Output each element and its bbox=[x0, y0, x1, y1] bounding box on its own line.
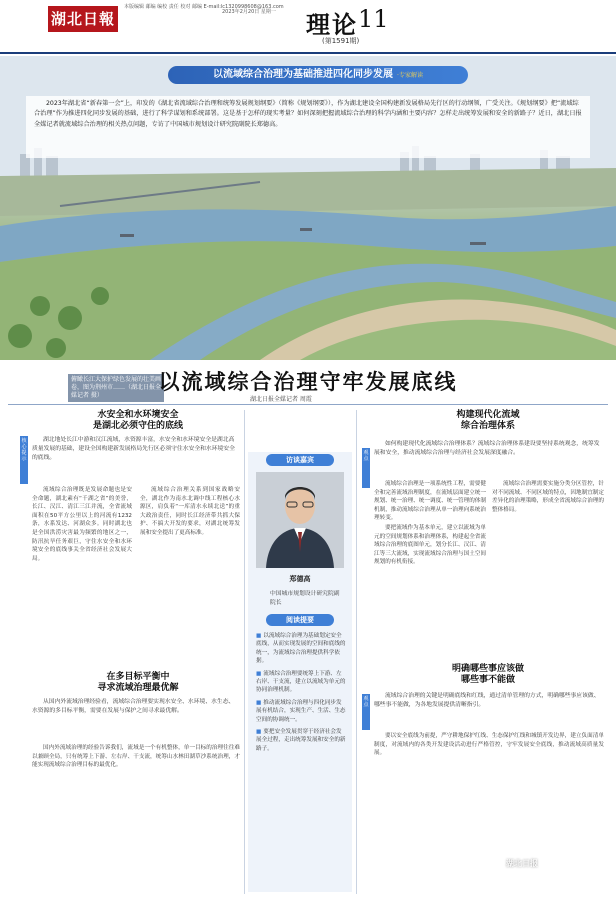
right-subhead-2 bbox=[376, 664, 600, 686]
summary-item: ■ 以流域综合治理为基础划定安全底线，从而实现发展的空间和底线的统一，为流域综合治理提供科学依据。 bbox=[256, 633, 346, 665]
issue-number: (第1591期) bbox=[322, 37, 360, 45]
masthead-rule bbox=[0, 52, 616, 54]
topic-banner bbox=[168, 66, 468, 84]
guest-name: 郑德高 bbox=[289, 575, 311, 583]
summary-list bbox=[256, 632, 346, 757]
masthead-date: 2023年2月20日 星期一 bbox=[222, 9, 276, 15]
left-subhead-2 bbox=[38, 672, 238, 694]
left-body-column-a bbox=[32, 486, 132, 670]
right-subhead-2-line1: 明确哪些事应该做 bbox=[451, 664, 524, 674]
right-paragraph-4: 要以安全底线为前提，严守耕地保护红线、生态保护红线和城镇开发边界，建立负面清单制度，对流域内的各类开发建设活动进行严格管控，守牢发展安全底线，推动流域高质量发展。 bbox=[374, 733, 604, 757]
summary-item: ■ 要把安全发展贯穿于经济社会发展全过程，走出统筹发展和安全的新路子。 bbox=[256, 729, 346, 752]
watermark: 湖北日报 bbox=[506, 859, 538, 868]
guest-title: 中国城市规划设计研究院副院长 bbox=[270, 591, 340, 606]
left-paragraph-3: 国内外流域治理的经验告诉我们，流域是一个有机整体，单一目标的治理往往难以兼顾全局，只有统筹上下游、左右岸、干支流，统筹山水林田湖草沙系统治理，才能实现流域综合治理目标的最优化。 bbox=[32, 745, 240, 769]
column-divider-right bbox=[356, 410, 357, 894]
right-lede-2: 流域综合治理的关键是明确底线和红线，通过清单管理的方式，明确哪些事应该做、哪些事不能做，为各地发展提供清晰指引。 bbox=[374, 693, 600, 708]
summary-item: ■ 推动流域综合治理与四化同步发展有机结合，实现生产、生活、生态空间的协调统一。 bbox=[256, 699, 346, 723]
guest-label: 访谈嘉宾 bbox=[266, 454, 334, 466]
right-body-column-a bbox=[374, 480, 486, 648]
person-icon bbox=[256, 472, 344, 568]
right-subhead-1-line1: 构建现代化流域 bbox=[456, 410, 520, 420]
left-subhead-2-line2: 寻求流域治理最优解 bbox=[97, 683, 179, 693]
left-vertical-tag: 核心提示 bbox=[20, 436, 28, 484]
summary-item: ■ 流域综合治理要统筹上下游、左右岸、干支流，建立以流域为单元的协同治理机制。 bbox=[256, 670, 346, 694]
right-subhead-2-line2: 哪些事不能做 bbox=[460, 675, 515, 685]
left-lede-2: 从国内外流域治理经验看，流域综合治理要实现水安全、水环境、水生态、水资源的多目标平衡，需要在发展与保护之间寻求最优解。 bbox=[32, 699, 235, 714]
right-lede: 如何构建现代化流域综合治理体系？流域综合治理体系建设要坚持系统观念，统筹发展和安全，推动流域综合治理与经济社会发展深度融合。 bbox=[374, 441, 600, 456]
right-paragraph-3: 流域综合治理需要实施分类分区管控，针对不同流域、不同区域的特点，因地制宜制定差异化的治理策略，形成全省流域综合治理的整体格局。 bbox=[492, 481, 604, 513]
left-body-column-b bbox=[140, 486, 240, 670]
left-lede: 湖北地处长江中游和汉江流域，水资源丰富，水安全和水环境安全是湖北高质量发展的基础，建设全国构建新发展格局先行区必须守住水安全和水环境安全的底线。 bbox=[32, 437, 235, 461]
right-paragraph-1: 流域综合治理是一项系统性工程，需要健全和完善流域治理制度，在流域层面建立统一规划、统一治理、统一调度、统一管理的体制机制，推动流域综合治理从单一治理向系统治理转变。 bbox=[374, 481, 486, 522]
column-divider-left bbox=[244, 410, 245, 894]
byline: 湖北日报全媒记者 周霞 bbox=[250, 396, 312, 403]
page-number: 11 bbox=[358, 5, 389, 33]
photo-caption: 俯瞰长江大保护绿色发展的壮美画卷，图为荆州市……（湖北日报全媒记者 摄） bbox=[68, 374, 164, 402]
right-subhead-1-line2: 综合治理体系 bbox=[460, 421, 515, 431]
summary-label: 阅读提要 bbox=[266, 614, 334, 626]
right-body-column-b bbox=[492, 480, 604, 648]
intro-text: 2023年湖北省“新春第一会”上，印发的《湖北省流域综合治理和统筹发展规划纲要》（简称《规划纲要》），作为湖北建设全国构建新发展格局先行区的行动纲领，广受关注。《规划纲要》把“流域综合治理”作为推进四化同步发展的基础，进行了科学谋划和系统部署。这是基于怎样的现实考量？如何深刻把握流域综合治理的科学内涵和主要内容？怎样走出统筹发展和安全的新路子？近日，湖北日报全媒记者就流域综合治理的相关热点问题，专访了中国城市规划设计研究院副院长郑德高。 bbox=[34, 100, 582, 128]
guest-portrait bbox=[256, 472, 344, 568]
newspaper-logo: 湖北日報 bbox=[48, 6, 118, 32]
left-paragraph-2: 流域综合治理关系到国家战略安全，湖北作为南水北调中线工程核心水源区，肩负着“一库清水永续北送”的重大政治责任，同时长江经济带共抓大保护、不搞大开发的要求，对湖北统筹发展和安全提出了更高标准。 bbox=[140, 487, 240, 536]
left-body-column-c bbox=[32, 744, 240, 890]
left-paragraph-1: 流域综合治理既是发展命题也是安全命题，湖北素有“千湖之省”的美誉，长江、汉江、清江三江并流，全省流域面积在50平方公里以上的河流有1232条，水系发达、河湖众多。同时湖北也是全国洪涝灾害最为频繁的地区之一，防汛抗旱任务艰巨，守住水安全和水环境安全的底线事关全省经济社会发展大局。 bbox=[32, 487, 132, 562]
right-subhead-1 bbox=[376, 410, 600, 432]
bullet-icon: ■ bbox=[256, 699, 262, 706]
right-vertical-tag-2: 观点 bbox=[362, 694, 370, 730]
main-headline: 以流域综合治理守牢发展底线 bbox=[158, 370, 458, 394]
left-subhead-1 bbox=[38, 410, 238, 432]
section-title: 理论 bbox=[306, 10, 358, 39]
right-vertical-tag-1: 观点 bbox=[362, 448, 370, 488]
left-subhead-1-line2: 是湖北必须守住的底线 bbox=[92, 421, 183, 431]
right-body-column-c bbox=[374, 732, 604, 890]
bullet-icon: ■ bbox=[256, 670, 262, 677]
masthead bbox=[0, 0, 616, 56]
masthead-meta: 本版编辑 邮编 编校 责任 校对 邮编 E-mail:lc1320998608@163.com bbox=[124, 4, 284, 10]
left-subhead-2-line1: 在多目标平衡中 bbox=[106, 672, 170, 682]
banner-title: 以流域综合治理为基础推进四化同步发展 bbox=[213, 69, 394, 80]
banner-tag: ·专家解读 bbox=[397, 72, 423, 79]
right-paragraph-2: 要把流域作为基本单元，建立以流域为单元的空间规划体系和治理体系，构建起全省流域综合治理的底图单元，划分长江、汉江、清江等三大流域，实现流域综合治理与国土空间规划的有机衔接。 bbox=[374, 524, 486, 566]
left-subhead-1-line1: 水安全和水环境安全 bbox=[97, 410, 179, 420]
bullet-icon: ■ bbox=[256, 729, 262, 736]
headline-rule bbox=[8, 404, 608, 405]
bullet-icon: ■ bbox=[256, 633, 262, 639]
